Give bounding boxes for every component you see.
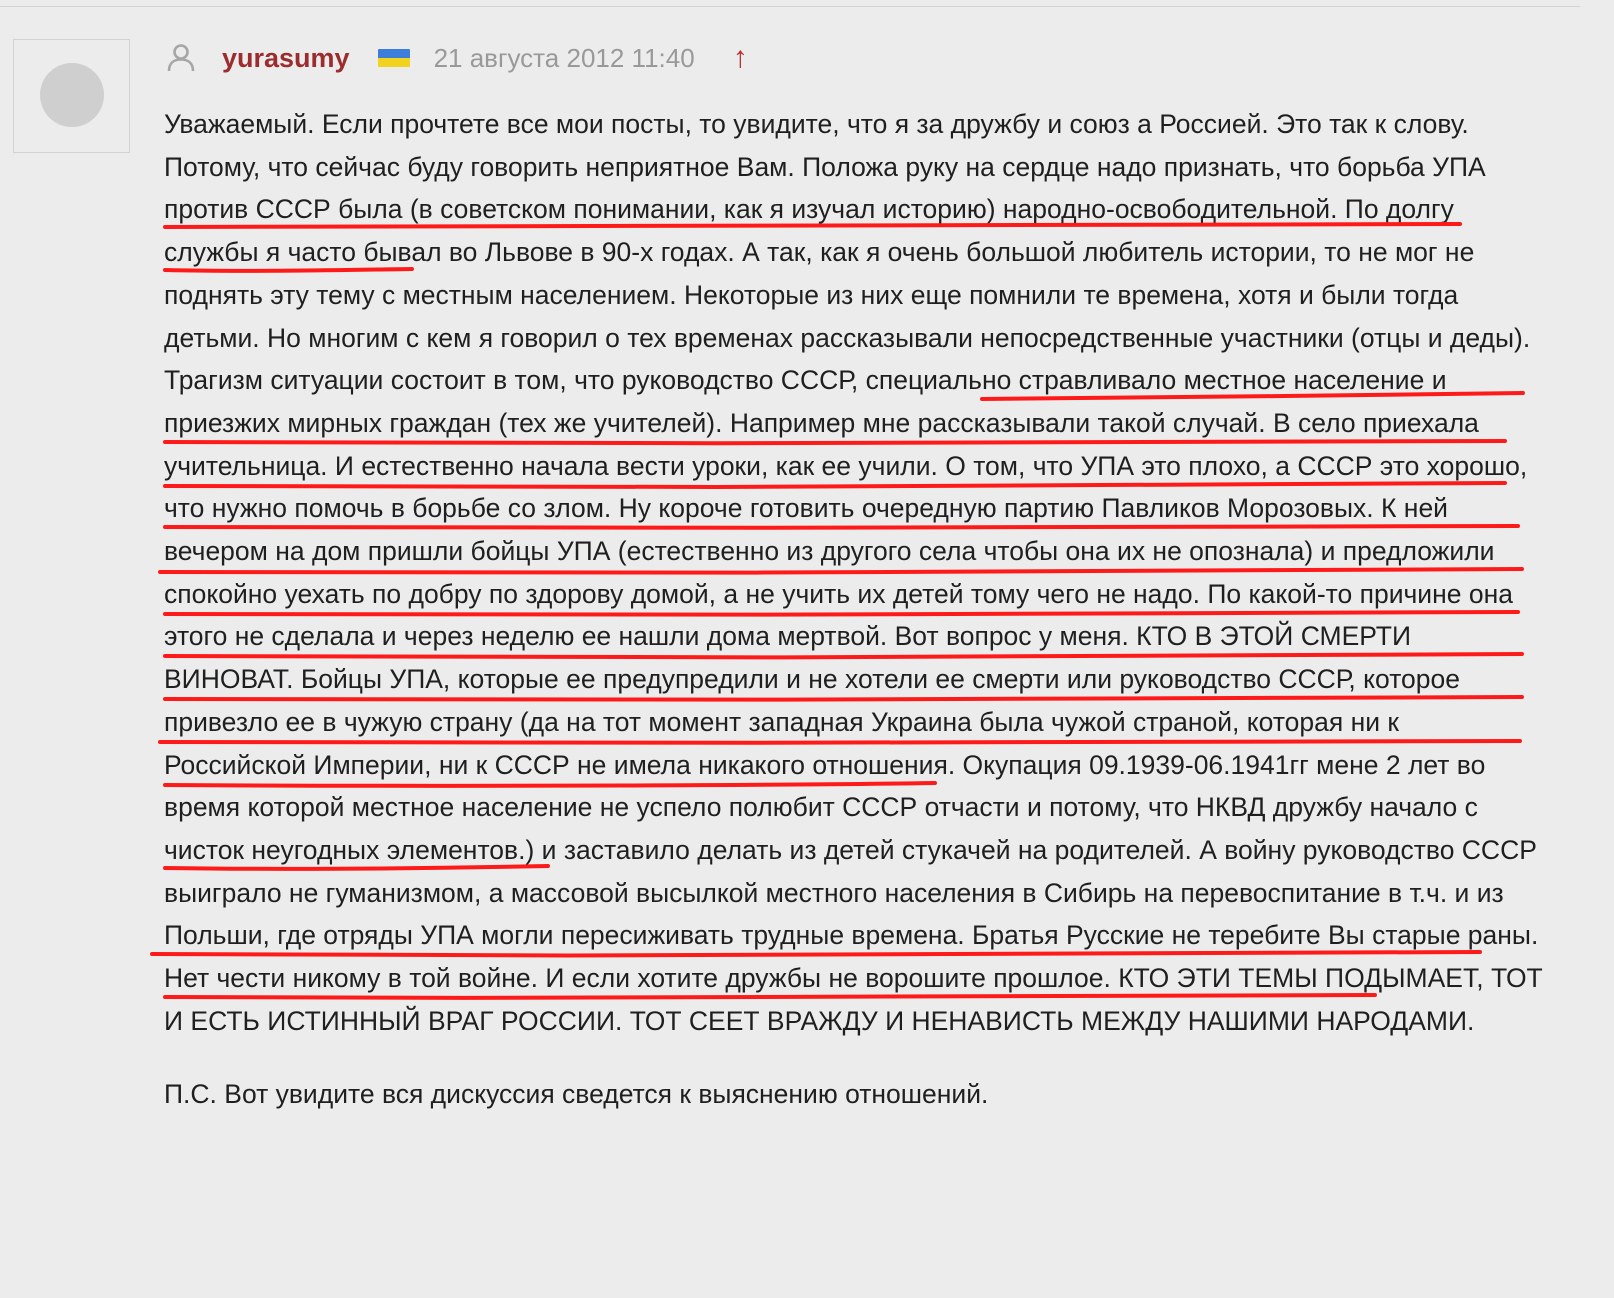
- comment-header: [166, 38, 748, 78]
- comment-body: [164, 103, 1544, 1116]
- ukraine-flag-icon: [378, 49, 410, 67]
- username-link[interactable]: yurasumy: [222, 42, 350, 73]
- comment-date: 21 августа 2012 11:40: [433, 42, 695, 73]
- comment-text: Уважаемый. Если прочтете все мои посты, то увидите, что я за дружбу и союз а Россией. Это так к слову. Потому, что сейчас буду говорить неприятное Вам. Положа руку на сердце надо признать, что борьба УПА против СССР была (в советском понимании, как я изучал историю) народно-освободительной. По долгу службы я часто бывал во Львове в 90-х годах. А так, как я очень большой любитель истории, то не мог не поднять эту тему с местным населением. Некоторые из них еще помнили те времена, хотя и были тогда детьми. Но многим с кем я говорил о тех временах рассказывали непосредственные участники (отцы и деды). Трагизм ситуации состоит в том, что руководство СССР, специально стравливало местное население и приезжих мирных граждан (тех же учителей). Например мне рассказывали такой случай. В село приехала учительница. И естественно начала вести уроки, как ее учили. О том, что УПА это плохо, а СССР это хорошо, что нужно помочь в борьбе со злом. Ну короче готовить очередную партию Павликов Морозовых. К ней вечером на дом пришли бойцы УПА (естественно из другого села чтобы она их не опознала) и предложили спокойно уехать по добру по здорову домой, а не учить их детей тому чего не надо. По какой-то причине она этого не сделала и через неделю ее нашли дома мертвой. Вот вопрос у меня. КТО В ЭТОЙ СМЕРТИ ВИНОВАТ. Бойцы УПА, которые ее предупредили и не хотели ее смерти или руководство СССР, которое привезло ее в чужую страну (да на тот момент западная Украина была чужой страной, которая ни к Российской Империи, ни к СССР не имела никакого отношения. Окупация 09.1939-06.1941гг мене 2 лет во время которой местное население не успело полюбит СССР отчасти и потому, что НКВД дружбу начало с чисток неугодных элементов.) и заставило делать из детей стукачей на родителей. А войну руководство СССР выиграло не гуманизмом, а массовой высылкой местного населения в Сибирь на перевоспитание в т.ч. и из Польши, где отряды УПА могли пересиживать трудные времена. Братья Русские не теребите Вы старые раны. Нет чести никому в той войне. И если хотите дружбы не ворошите прошлое. КТО ЭТИ ТЕМЫ ПОДЫМАЕТ, ТОТ И ЕСТЬ ИСТИННЫЙ ВРАГ РОССИИ. ТОТ СЕЕТ ВРАЖДУ И НЕНАВИСТЬ МЕЖДУ НАШИМИ НАРОДАМИ.: [164, 109, 1543, 1036]
- parent-comment-link[interactable]: ↑: [732, 41, 748, 74]
- avatar-placeholder-icon: [40, 63, 104, 127]
- avatar[interactable]: [13, 39, 130, 153]
- comment-postscript: П.С. Вот увидите вся дискуссия сведется к выяснению отношений.: [164, 1079, 989, 1110]
- top-separator: [0, 0, 1580, 7]
- user-icon: [166, 43, 196, 73]
